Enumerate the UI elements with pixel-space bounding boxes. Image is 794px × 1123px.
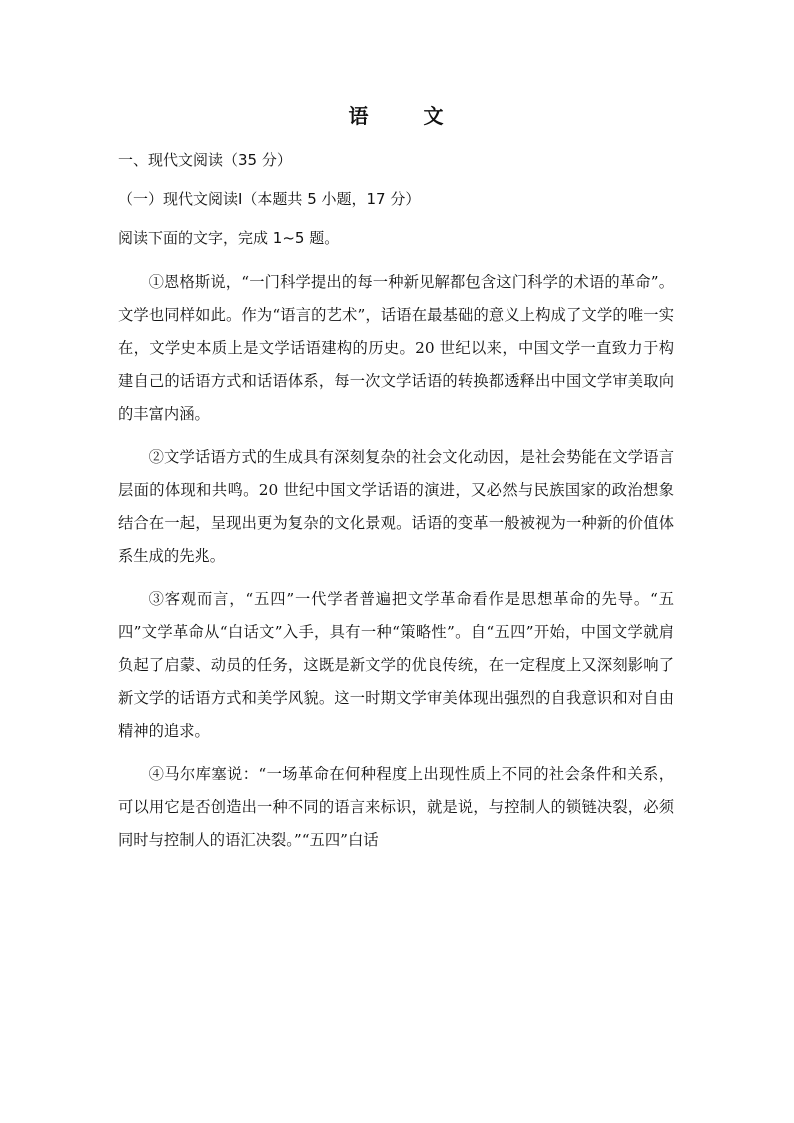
document-title: 语 文 [348,104,468,128]
section-heading: 一、现代文阅读（35 分） [118,151,292,169]
document-page [118,100,674,867]
subsection-heading: （一）现代文阅读Ⅰ（本题共 5 小题，17 分） [118,190,421,208]
paragraph-4: ④马尔库塞说：“一场革命在何种程度上出现性质上不同的社会条件和关系，可以用它是否创造出一种不同的语言来标识，就是说，与控制人的锁链决裂，必须同时与控制人的语汇决裂。”“五四”白话 [118,765,674,849]
paragraph-2: ②文学话语方式的生成具有深刻复杂的社会文化动因，是社会势能在文学语言层面的体现和共鸣。20 世纪中国文学话语的演进，又必然与民族国家的政治想象结合在一起，呈现出更为复杂的文化景观。话语的变革一般被视为一种新的价值体系生成的先兆。 [118,448,674,565]
reading-instruction: 阅读下面的文字，完成 1~5 题。 [118,229,340,247]
paragraph-1: ①恩格斯说，“一门科学提出的每一种新见解都包含这门科学的术语的革命”。文学也同样如此。作为“语言的艺术”，话语在最基础的意义上构成了文学的唯一实在，文学史本质上是文学话语建构的历史。20 世纪以来，中国文学一直致力于构建自己的话语方式和话语体系，每一次文学话语的转换都透释出中国文学审美取向的丰富内涵。 [118,273,674,423]
paragraph-3: ③客观而言，“五四”一代学者普遍把文学革命看作是思想革命的先导。“五四”文学革命从“白话文”入手，具有一种“策略性”。自“五四”开始，中国文学就肩负起了启蒙、动员的任务，这既是新文学的优良传统，在一定程度上又深刻影响了新文学的话语方式和美学风貌。这一时期文学审美体现出强烈的自我意识和对自由精神的追求。 [118,590,674,740]
